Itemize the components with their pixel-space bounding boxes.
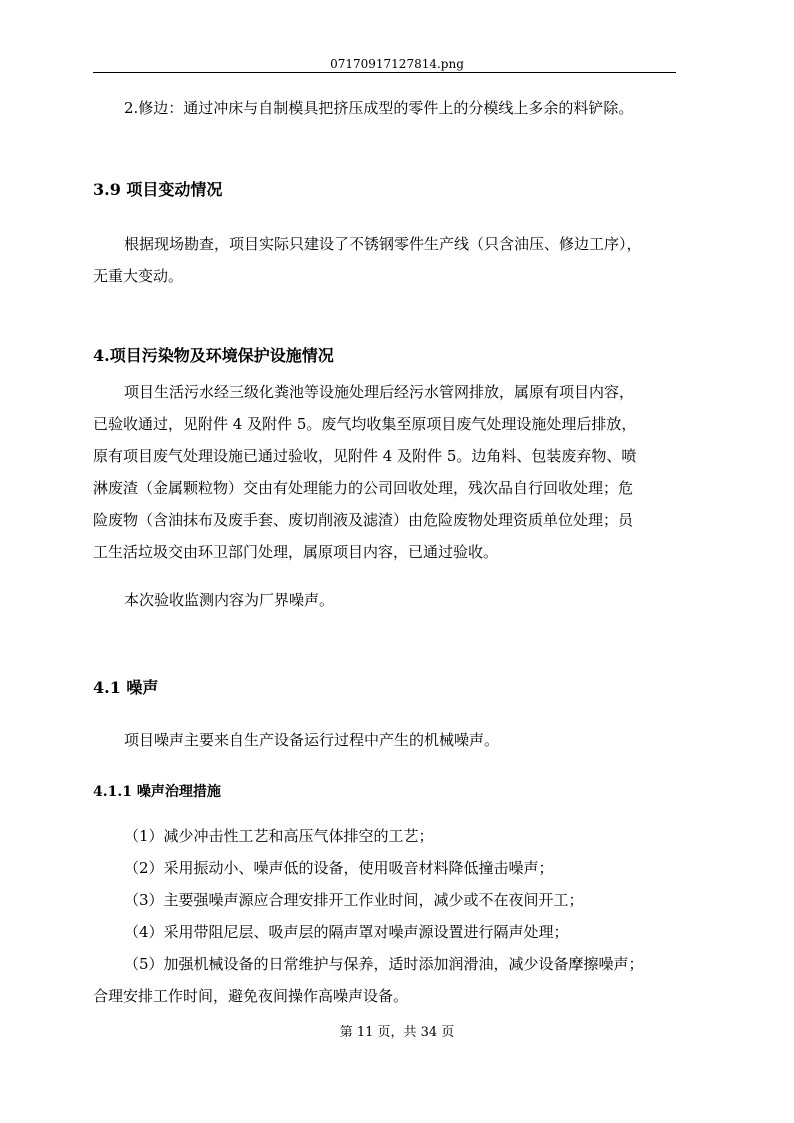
paragraph-line: 险废物（含油抹布及废手套、废切削液及滤渣）由危险废物处理资质单位处理；员 [93,511,634,529]
paragraph-line: 项目生活污水经三级化粪池等设施处理后经污水管网排放，属原有项目内容， [124,383,635,401]
heading-4: 4.项目污染物及环境保护设施情况 [93,346,334,365]
measure-item: （4）采用带阻尼层、吸声层的隔声罩对噪声源设置进行隔声处理； [124,923,569,941]
measure-continuation: 合理安排工作时间，避免夜间操作高噪声设备。 [93,987,409,1005]
paragraph-line: 根据现场勘查，项目实际只建设了不锈钢零件生产线（只含油压、修边工序）， [124,235,642,253]
paragraph-line: 原有项目废气处理设施已通过验收，见附件 4 及附件 5。边角料、包装废弃物、喷 [93,447,637,465]
measure-item: （1）减少冲击性工艺和高压气体排空的工艺； [124,827,434,845]
paragraph-line: 工生活垃圾交由环卫部门处理，属原项目内容，已通过验收。 [93,543,499,561]
noise-source-paragraph: 项目噪声主要来自生产设备运行过程中产生的机械噪声。 [124,731,500,749]
page-header: 07170917127814.png [330,57,464,71]
paragraph-line: 无重大变动。 [93,267,184,285]
header-rule [93,72,676,73]
heading-4-1: 4.1 噪声 [93,678,159,697]
measure-item: （3）主要强噪声源应合理安排开工作业时间，减少或不在夜间开工； [124,891,584,909]
heading-3-9: 3.9 项目变动情况 [93,180,223,199]
page-footer: 第 11 页，共 34 页 [339,1025,455,1040]
monitoring-note: 本次验收监测内容为厂界噪声。 [124,591,335,609]
paragraph-line: 淋废渣（金属颗粒物）交由有处理能力的公司回收处理，残次品自行回收处理；危 [93,479,634,497]
measure-item: （5）加强机械设备的日常维护与保养，适时添加润滑油，减少设备摩擦噪声； [124,955,644,973]
paragraph-line: 已验收通过，见附件 4 及附件 5。废气均收集至原项目废气处理设施处理后排放， [93,415,637,433]
process-item-2: 2.修边：通过冲床与自制模具把挤压成型的零件上的分模线上多余的料铲除。 [124,99,634,117]
heading-4-1-1: 4.1.1 噪声治理措施 [93,784,221,800]
measure-item: （2）采用振动小、噪声低的设备，使用吸音材料降低撞击噪声； [124,859,554,877]
